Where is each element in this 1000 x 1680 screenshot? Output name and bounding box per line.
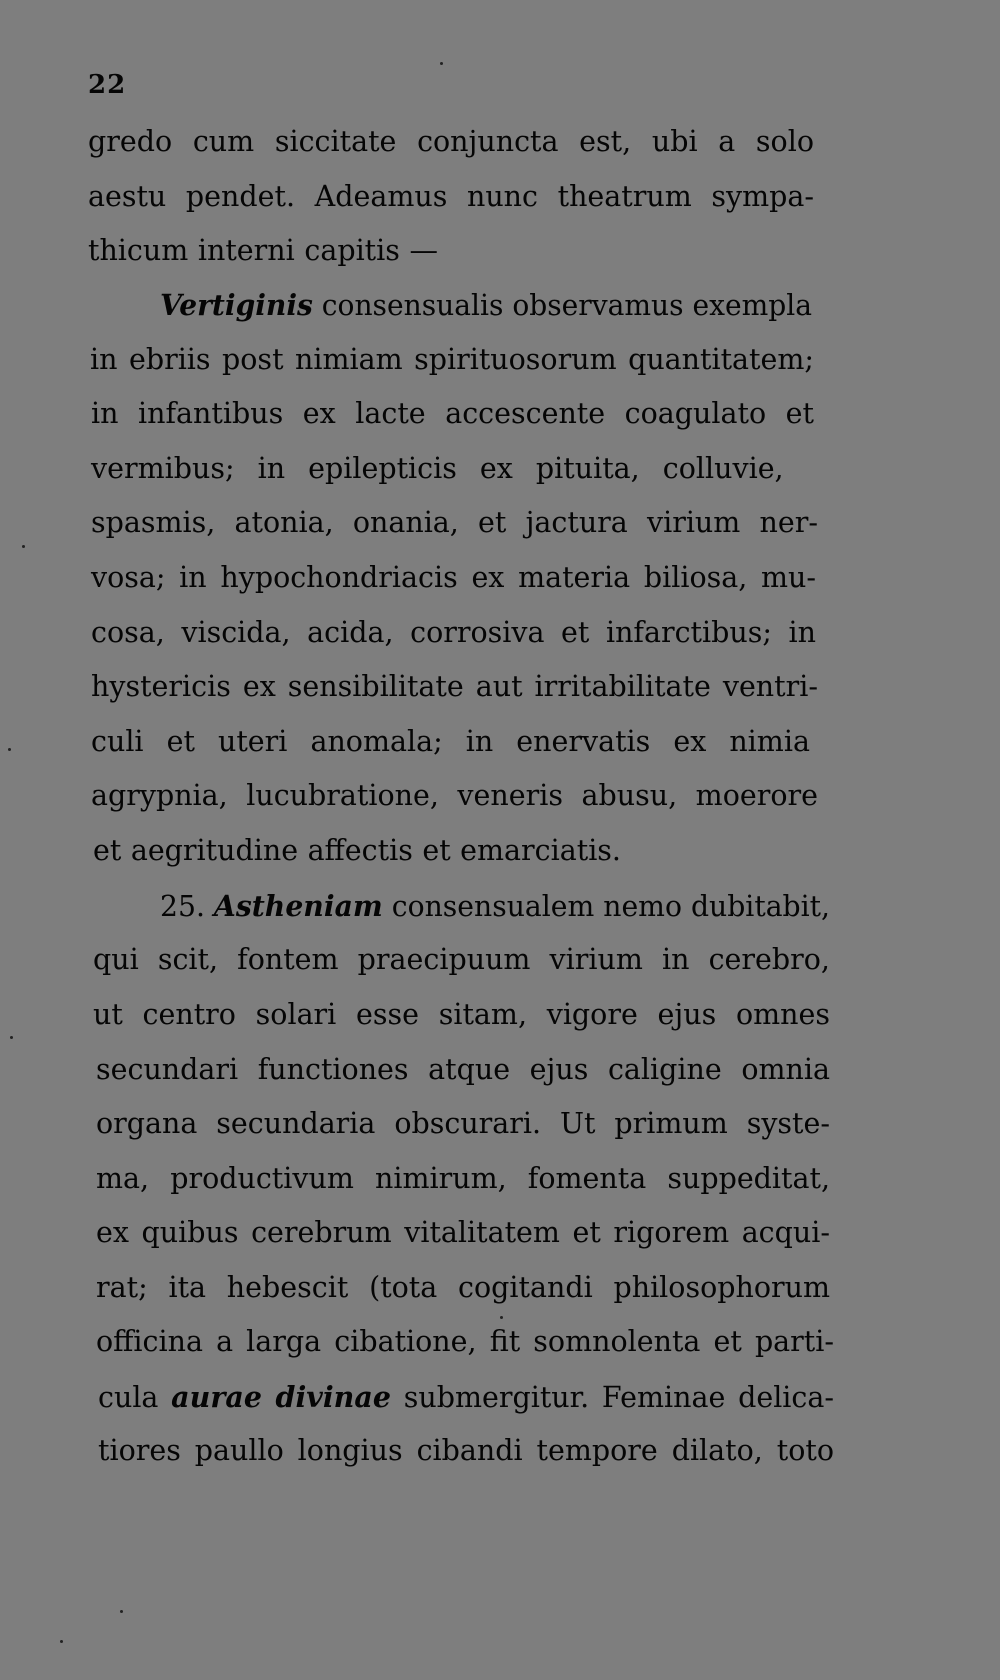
text-line [88,180,814,213]
text-line [96,1216,830,1249]
text-run: officina a larga cibatione, fit somnolenta et parti- [96,1325,834,1358]
text-line [90,343,814,376]
text-run: ex quibus cerebrum vitalitatem et rigorem acqui- [96,1216,830,1249]
text-line [91,506,818,539]
text-line [96,1162,830,1195]
text-line [160,288,812,322]
text-line [91,561,816,594]
scan-speck [60,1640,63,1643]
scan-speck [500,1316,503,1319]
text-line [93,834,621,867]
text-run: consensualis observamus exempla [312,289,812,322]
text-run: cula [98,1381,172,1414]
text-run: et aegritudine affectis et emarciatis. [93,834,621,867]
text-run: spasmis, atonia, onania, et jactura virium ner- [91,506,818,539]
text-line [88,125,814,158]
text-run: secundari functiones atque ejus caligine omnia [96,1053,830,1086]
text-line [98,1380,835,1414]
text-run: agrypnia, lucubratione, veneris abusu, moerore [91,779,818,812]
scan-speck [22,545,25,548]
text-run: 25. [160,890,214,923]
text-line [96,1271,830,1304]
text-line [93,943,830,976]
text-run: ma, productivum nimirum, fomenta suppeditat, [96,1162,830,1195]
text-run: qui scit, fontem praecipuum virium in cerebro, [93,943,830,976]
text-run: hystericis ex sensibilitate aut irritabilitate ventri- [91,670,818,703]
page-number: 22 [88,70,127,100]
text-line [88,234,438,267]
text-line [91,779,818,812]
text-run: tiores paullo longius cibandi tempore dilato, toto [98,1434,834,1467]
text-run: vosa; in hypochondriacis ex materia biliosa, mu- [91,561,816,594]
text-line [93,998,830,1031]
text-line [96,1107,830,1140]
text-line [160,889,830,923]
text-run: aestu pendet. Adeamus nunc theatrum sympa- [88,180,814,213]
scan-speck [440,62,443,65]
text-line [91,670,818,703]
text-run: cosa, viscida, acida, corrosiva et infarctibus; in [91,616,816,649]
text-run: thicum interni capitis — [88,234,438,267]
scan-speck [8,748,11,751]
italic-phrase: aurae divinae [171,1380,392,1414]
text-run: submergitur. Feminae delica- [391,1381,835,1414]
text-line [91,452,784,485]
text-run: in ebriis post nimiam spirituosorum quantitatem; [90,343,814,376]
text-line [96,1053,830,1086]
text-run: in infantibus ex lacte accescente coagulato et [91,397,814,430]
scan-speck [120,1610,123,1613]
text-line [96,1325,834,1358]
text-run: rat; ita hebescit (tota cogitandi philosophorum [96,1271,830,1304]
italic-phrase: Vertiginis [160,288,313,322]
text-run: gredo cum siccitate conjuncta est, ubi a solo [88,125,814,158]
text-run: culi et uteri anomala; in enervatis ex nimia [91,725,810,758]
italic-phrase: Astheniam [213,889,383,923]
text-run: vermibus; in epilepticis ex pituita, colluvie, [91,452,784,485]
text-run: organa secundaria obscurari. Ut primum syste- [96,1107,830,1140]
text-line [91,616,816,649]
text-line [91,725,810,758]
text-line [98,1434,834,1467]
text-run: consensualem nemo dubitabit, [382,890,830,923]
text-run: ut centro solari esse sitam, vigore ejus omnes [93,998,830,1031]
text-line [91,397,814,430]
scan-speck [10,1036,13,1039]
